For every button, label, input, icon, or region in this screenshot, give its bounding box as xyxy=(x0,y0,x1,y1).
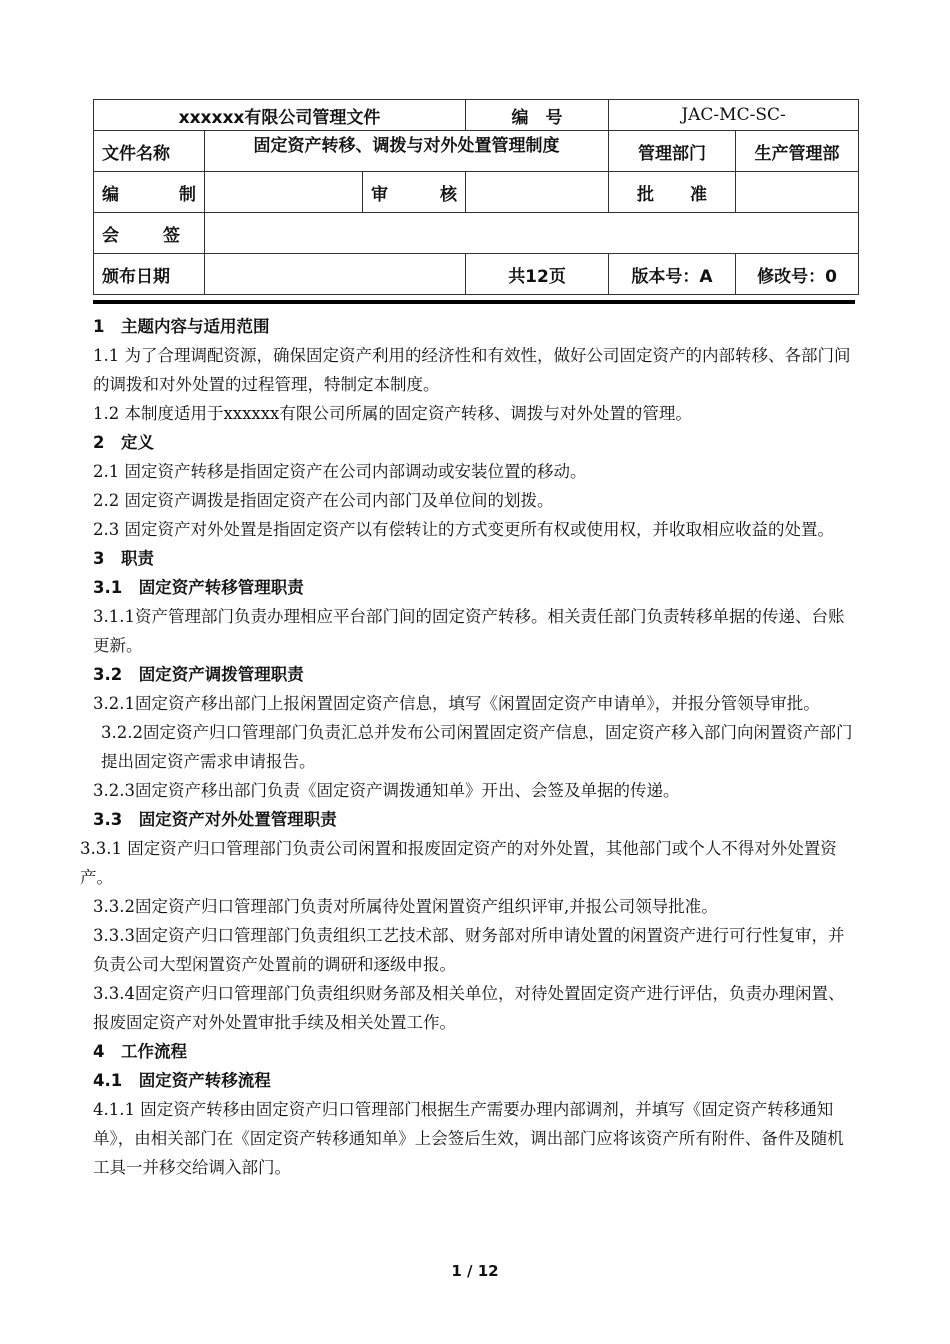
document-header-table xyxy=(93,99,859,295)
countersign-label: 会 签 xyxy=(94,213,205,254)
file-name-value: 固定资产转移、调拨与对外处置管理制度 xyxy=(205,131,609,172)
version-number: 版本号：A xyxy=(609,254,736,295)
approve-label: 批 准 xyxy=(609,172,736,213)
section-heading: 3.1 固定资产转移管理职责 xyxy=(93,578,304,597)
section-heading: 2 定义 xyxy=(93,433,154,452)
body-paragraph: 1.1 为了合理调配资源，确保固定资产利用的经济性和有效性，做好公司固定资产的内部转移、各部门间的调拨和对外处置的过程管理，特制定本制度。 xyxy=(93,346,851,394)
section-heading: 1 主题内容与适用范围 xyxy=(93,317,270,336)
body-paragraph: 4.1.1 固定资产转移由固定资产归口管理部门根据生产需要办理内部调剂，并填写《固定资产转移通知单》，由相关部门在《固定资产转移通知单》上会签后生效，调出部门应将该资产所有附件、备件及随机工具一并移交给调入部门。 xyxy=(93,1100,844,1177)
dept-value: 生产管理部 xyxy=(736,131,859,172)
review-label: 审 核 xyxy=(363,172,466,213)
dept-label: 管理部门 xyxy=(609,131,736,172)
issue-date-value xyxy=(205,254,466,295)
document-body xyxy=(80,312,860,1182)
page-count: 共12页 xyxy=(466,254,609,295)
body-paragraph: 3.3.2固定资产归口管理部门负责对所属待处置闲置资产组织评审,并报公司领导批准。 xyxy=(93,897,718,916)
body-paragraph: 3.1.1资产管理部门负责办理相应平台部门间的固定资产转移。相关责任部门负责转移单据的传递、台账更新。 xyxy=(93,607,845,655)
file-name-label: 文件名称 xyxy=(94,131,205,172)
review-value xyxy=(466,172,609,213)
number-label: 编 号 xyxy=(466,100,609,131)
issue-date-label: 颁布日期 xyxy=(94,254,205,295)
body-paragraph: 3.3.4固定资产归口管理部门负责组织财务部及相关单位，对待处置固定资产进行评估，负责办理闲置、报废固定资产对外处置审批手续及相关处置工作。 xyxy=(93,984,845,1032)
section-heading: 4 工作流程 xyxy=(93,1042,187,1061)
body-paragraph: 2.2 固定资产调拨是指固定资产在公司内部门及单位间的划拨。 xyxy=(93,491,554,510)
prepare-label: 编 制 xyxy=(94,172,205,213)
body-paragraph: 3.2.3固定资产移出部门负责《固定资产调拨通知单》开出、会签及单据的传递。 xyxy=(93,781,680,800)
section-heading: 4.1 固定资产转移流程 xyxy=(93,1071,271,1090)
section-heading: 3.2 固定资产调拨管理职责 xyxy=(93,665,304,684)
body-paragraph: 3.2.1固定资产移出部门上报闲置固定资产信息，填写《闲置固定资产申请单》，并报分管领导审批。 xyxy=(93,694,820,713)
section-heading: 3 职责 xyxy=(93,549,154,568)
page-number: 1 / 12 xyxy=(451,1262,499,1280)
body-paragraph: 3.3.1 固定资产归口管理部门负责公司闲置和报废固定资产的对外处置，其他部门或个人不得对外处置资产。 xyxy=(80,839,837,887)
body-paragraph: 2.3 固定资产对外处置是指固定资产以有偿转让的方式变更所有权或使用权，并收取相应收益的处置。 xyxy=(93,520,834,539)
body-paragraph: 3.3.3固定资产归口管理部门负责组织工艺技术部、财务部对所申请处置的闲置资产进行可行性复审，并负责公司大型闲置资产处置前的调研和逐级申报。 xyxy=(93,926,845,974)
number-value: JAC-MC-SC- xyxy=(609,100,859,131)
approve-value xyxy=(736,172,859,213)
countersign-value xyxy=(205,213,859,254)
body-paragraph: 3.2.2固定资产归口管理部门负责汇总并发布公司闲置固定资产信息，固定资产移入部门向闲置资产部门提出固定资产需求申请报告。 xyxy=(101,723,853,771)
company-doc-title: xxxxxx有限公司管理文件 xyxy=(94,100,466,131)
section-heading: 3.3 固定资产对外处置管理职责 xyxy=(93,810,337,829)
body-paragraph: 1.2 本制度适用于xxxxxx有限公司所属的固定资产转移、调拨与对外处置的管理。 xyxy=(93,404,692,423)
prepare-value xyxy=(205,172,363,213)
header-divider xyxy=(93,300,855,304)
revision-number: 修改号：0 xyxy=(736,254,859,295)
body-paragraph: 2.1 固定资产转移是指固定资产在公司内部调动或安装位置的移动。 xyxy=(93,462,587,481)
